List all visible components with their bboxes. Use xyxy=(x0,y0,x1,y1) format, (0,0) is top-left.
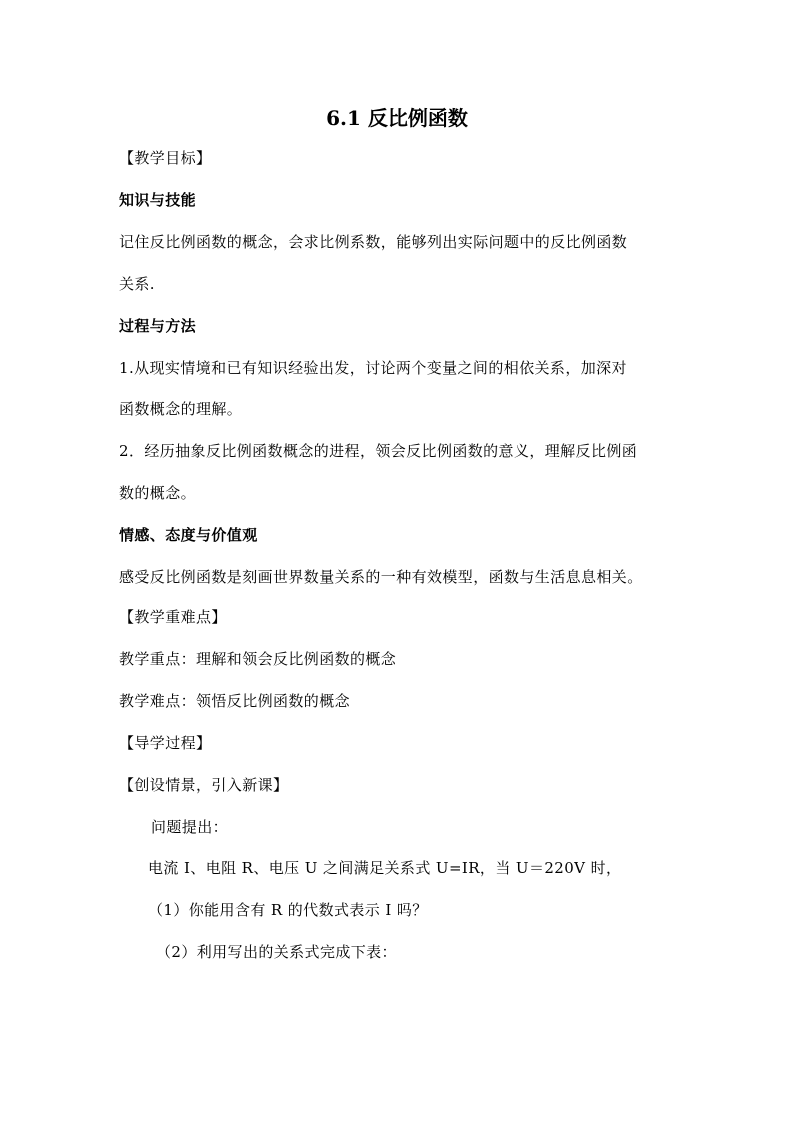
paragraph-line: 数的概念。 xyxy=(119,484,197,502)
paragraph-line: 关系. xyxy=(119,275,155,293)
paragraph-line: 问题提出： xyxy=(151,818,229,836)
section-heading-key-points: 【教学重难点】 xyxy=(119,608,227,626)
subheading-process-method: 过程与方法 xyxy=(119,317,197,335)
paragraph-line: 感受反比例函数是刻画世界数量关系的一种有效模型，函数与生活息息相关。 xyxy=(119,568,643,586)
paragraph-line: 记住反比例函数的概念，会求比例系数，能够列出实际问题中的反比例函数 xyxy=(119,233,628,251)
paragraph-line: 函数概念的理解。 xyxy=(119,400,243,418)
paragraph-line: 教学难点：领悟反比例函数的概念 xyxy=(119,692,351,710)
paragraph-line: 1.从现实情境和已有知识经验出发，讨论两个变量之间的相依关系，加深对 xyxy=(119,359,627,377)
subheading-knowledge-skills: 知识与技能 xyxy=(119,191,197,209)
section-heading-teaching-goals: 【教学目标】 xyxy=(119,149,212,167)
section-heading-scenario: 【创设情景，引入新课】 xyxy=(119,776,289,794)
page-title: 6.1 反比例函数 xyxy=(326,106,468,130)
question-item: （2）利用写出的关系式完成下表： xyxy=(156,943,397,961)
paragraph-line: 电流 I、电阻 R、电压 U 之间满足关系式 U=IR，当 U＝220V 时， xyxy=(148,859,622,877)
paragraph-line: 教学重点：理解和领会反比例函数的概念 xyxy=(119,650,397,668)
question-item: （1）你能用含有 R 的代数式表示 I 吗？ xyxy=(148,901,428,919)
subheading-emotion-attitude-values: 情感、态度与价值观 xyxy=(119,526,258,544)
section-heading-guided-process: 【导学过程】 xyxy=(119,734,212,752)
paragraph-line: 2．经历抽象反比例函数概念的进程，领会反比例函数的意义，理解反比例函 xyxy=(119,442,638,460)
